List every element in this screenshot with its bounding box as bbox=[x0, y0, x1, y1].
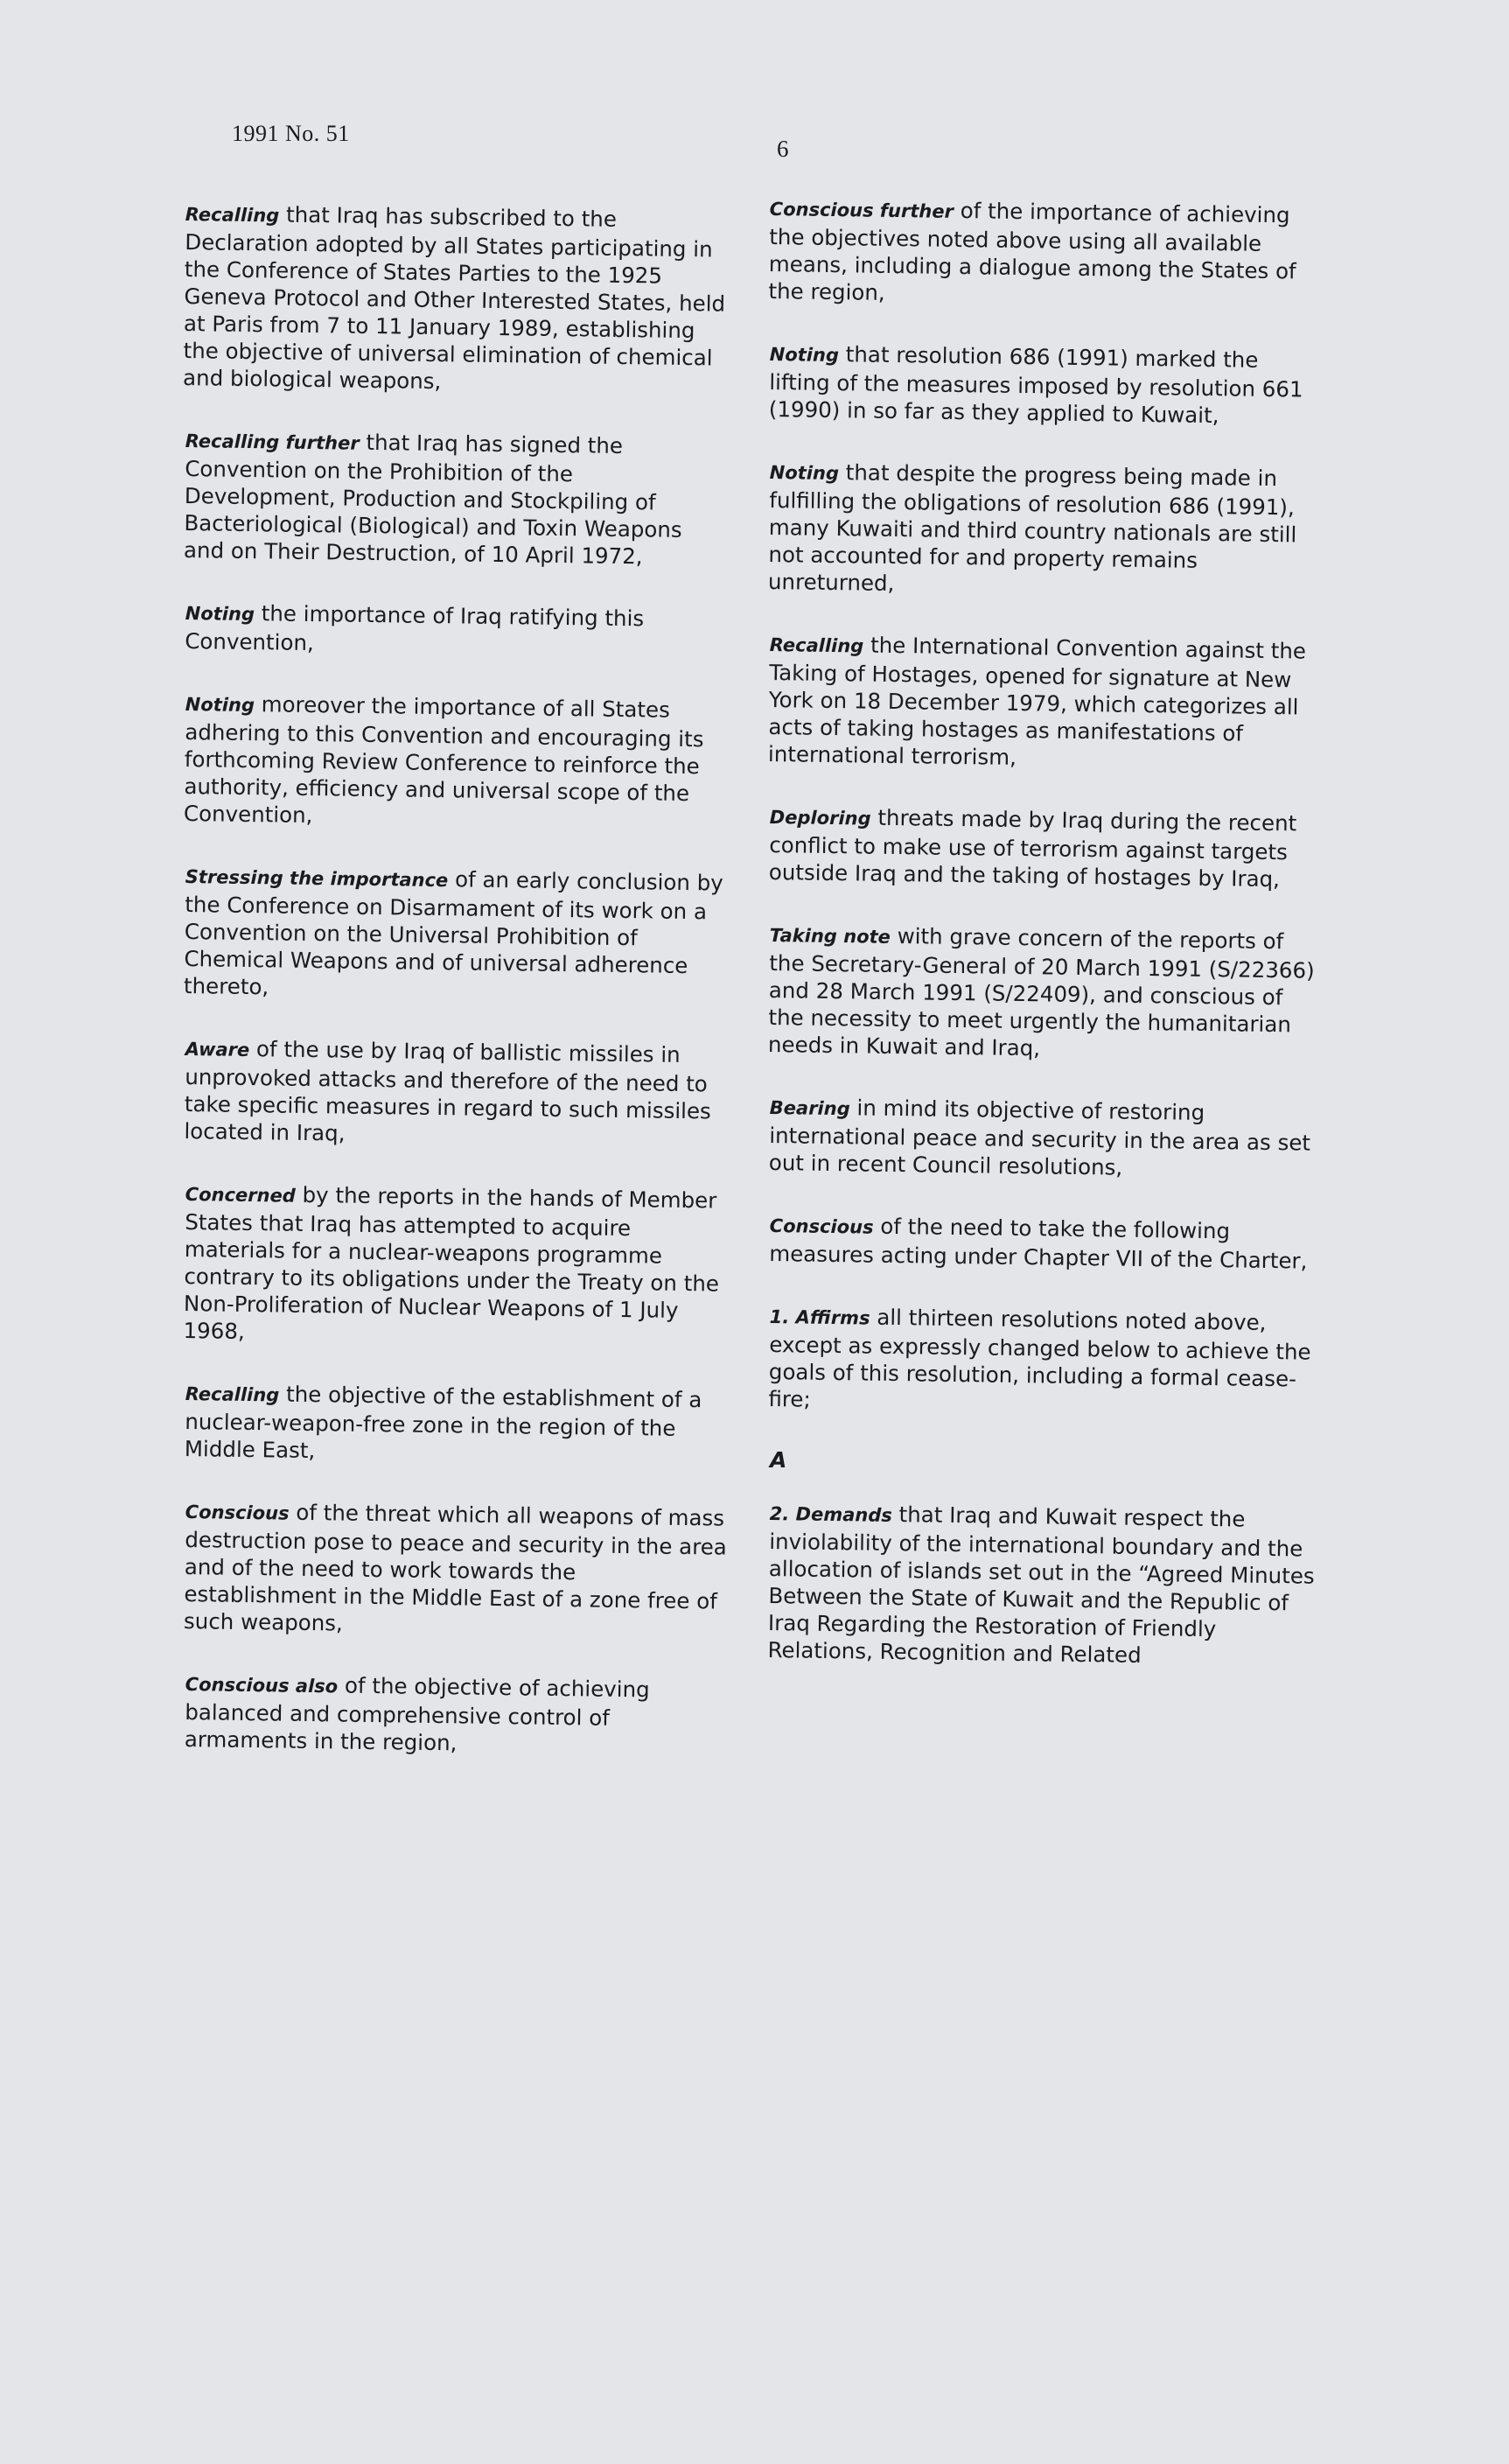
paragraph-text: with grave concern of the reports of the Secretary-General of 20 March 1991 (S/22366) and 28 March 1991 (S/22409), and conscious of the necessity to meet urgently the humanitarian needs in Kuwait and Iraq, bbox=[767, 922, 1315, 1061]
paragraph-lead: Recalling bbox=[185, 1382, 280, 1406]
paragraph-lead: Noting bbox=[769, 343, 840, 367]
paragraph-text: that Iraq has subscribed to the Declaration adopted by all States participating in the Conference of States Parties to the 1925 Geneva Protocol and Other Interested States, held at Paris from 7 to 11 January 1989, establishing the objective of universal elimination of chemical and biological weapons, bbox=[182, 201, 726, 395]
paragraph-text: of the importance of achieving the objectives noted above using all available means, including a dialogue among the States of the region, bbox=[768, 197, 1296, 305]
paragraph-text: of the use by Iraq of ballistic missiles in unprovoked attacks and therefore of the need to take specific measures in regard to such missiles located in Iraq, bbox=[184, 1036, 711, 1146]
paragraph bbox=[768, 458, 1321, 603]
paragraph bbox=[184, 862, 728, 1007]
paragraph-text: of the need to take the following measures acting under Chapter VII of the Charter, bbox=[769, 1213, 1308, 1274]
paragraph-text: the importance of Iraq ratifying this Convention, bbox=[185, 600, 645, 656]
paragraph bbox=[769, 340, 1321, 430]
left-column bbox=[182, 200, 728, 1788]
page-number: 6 bbox=[777, 136, 789, 162]
paragraph-text: moreover the importance of all States adhering to this Convention and encouraging its forthcoming Review Conference to reinforce the authority, efficiency and universal scope of the Convention, bbox=[183, 691, 704, 829]
paragraph bbox=[184, 690, 728, 835]
paragraph-lead: Stressing the importance bbox=[185, 865, 449, 892]
paragraph bbox=[769, 1093, 1321, 1184]
paragraph bbox=[183, 200, 728, 399]
paragraph-text: of the threat which all weapons of mass destruction pose to peace and security in the area and of the need to work towards the establishment in the Middle East of a zone free of such weapons, bbox=[183, 1499, 728, 1636]
paragraph-lead: 2. Demands bbox=[769, 1502, 893, 1526]
paragraph bbox=[767, 1499, 1321, 1671]
paragraph bbox=[185, 1670, 728, 1760]
paragraph bbox=[768, 630, 1321, 775]
paragraph bbox=[183, 1180, 728, 1352]
paragraph-text: of an early conclusion by the Conference on Disarmament of its work on a Convention on the Universal Prohibition of Chemical Weapons and of universal adherence thereto, bbox=[183, 866, 723, 1000]
paragraph-text: threats made by Iraq during the recent conflict to make use of terrorism against targets outside Iraq and the taking of hostages by Iraq, bbox=[768, 804, 1297, 892]
paragraph-lead: Aware bbox=[185, 1038, 250, 1061]
paragraph bbox=[184, 426, 728, 571]
paragraph-text: of the objective of achieving balanced and comprehensive control of armaments in the region, bbox=[184, 1672, 650, 1756]
paragraph bbox=[768, 1302, 1321, 1420]
paragraph bbox=[768, 194, 1321, 312]
paragraph-text: the objective of the establishment of a nuclear-weapon-free zone in the region of the Middle East, bbox=[184, 1381, 702, 1464]
paragraph-lead: Recalling bbox=[185, 203, 280, 227]
document-reference: 1991 No. 51 bbox=[232, 121, 350, 146]
paragraph-text: that resolution 686 (1991) marked the lifting of the measures imposed by resolution 661 (1990) in so far as they applied to Kuwait, bbox=[768, 341, 1303, 429]
paragraph-lead: Recalling bbox=[769, 634, 864, 657]
paragraph bbox=[769, 802, 1321, 893]
right-column bbox=[767, 194, 1321, 1698]
paragraph-lead: Concerned bbox=[185, 1183, 296, 1207]
paragraph-text: the International Convention against the Taking of Hostages, opened for signature at New York on 18 December 1979, which categorizes all acts of taking hostages as manifestations of international terrorism, bbox=[767, 632, 1307, 770]
section-heading: A bbox=[770, 1447, 787, 1473]
paragraph bbox=[184, 1497, 728, 1642]
paragraph-lead: Conscious also bbox=[185, 1673, 339, 1698]
paragraph-lead: Conscious bbox=[769, 1214, 874, 1238]
paragraph-lead: Conscious bbox=[185, 1501, 290, 1524]
paragraph bbox=[185, 598, 728, 662]
paragraph-text: that Iraq and Kuwait respect the inviolability of the international boundary and the allocation of islands set out in the “Agreed Minutes Between the State of Kuwait and the Republic of Iraq Regarding the Restoration of Friendly Relations, Recognition and Related bbox=[767, 1501, 1315, 1668]
paragraph-lead: Noting bbox=[185, 693, 255, 717]
paragraph-text: by the reports in the hands of Member States that Iraq has attempted to acquire materials for a nuclear-weapons programme contrary to its obligations under the Treaty on the Non-Proliferation of Nuclear Weapons of 1 July 1968, bbox=[183, 1181, 720, 1344]
paragraph-lead: Recalling further bbox=[185, 430, 360, 454]
paragraph-lead: 1. Affirms bbox=[769, 1306, 870, 1329]
paragraph bbox=[768, 920, 1321, 1066]
paragraph-lead: Conscious further bbox=[769, 198, 954, 222]
paragraph-lead: Noting bbox=[769, 461, 840, 485]
paragraph-text: that despite the progress being made in fulfilling the obligations of resolution 686 (1991), many Kuwaiti and third country nationals are still not accounted for and property remains unreturned, bbox=[767, 459, 1297, 597]
paragraph-lead: Taking note bbox=[769, 924, 891, 948]
paragraph bbox=[769, 1211, 1321, 1275]
paragraph-text: in mind its objective of restoring international peace and security in the area as set out in recent Council resolutions, bbox=[768, 1095, 1311, 1180]
paragraph bbox=[184, 1034, 728, 1152]
paragraph-lead: Deploring bbox=[769, 806, 871, 830]
paragraph-text: that Iraq has signed the Convention on the Prohibition of the Development, Production and Stockpiling of Bacteriological (Biological) and Toxin Weapons and on Their Destruction, of 10 April 1972, bbox=[183, 429, 682, 570]
paragraph-text: all thirteen resolutions noted above, except as expressly changed below to achieve the goals of this resolution, including a formal cease-fire; bbox=[768, 1304, 1311, 1412]
paragraph bbox=[185, 1379, 728, 1470]
paragraph-lead: Bearing bbox=[769, 1096, 850, 1120]
paragraph-lead: Noting bbox=[185, 602, 255, 626]
